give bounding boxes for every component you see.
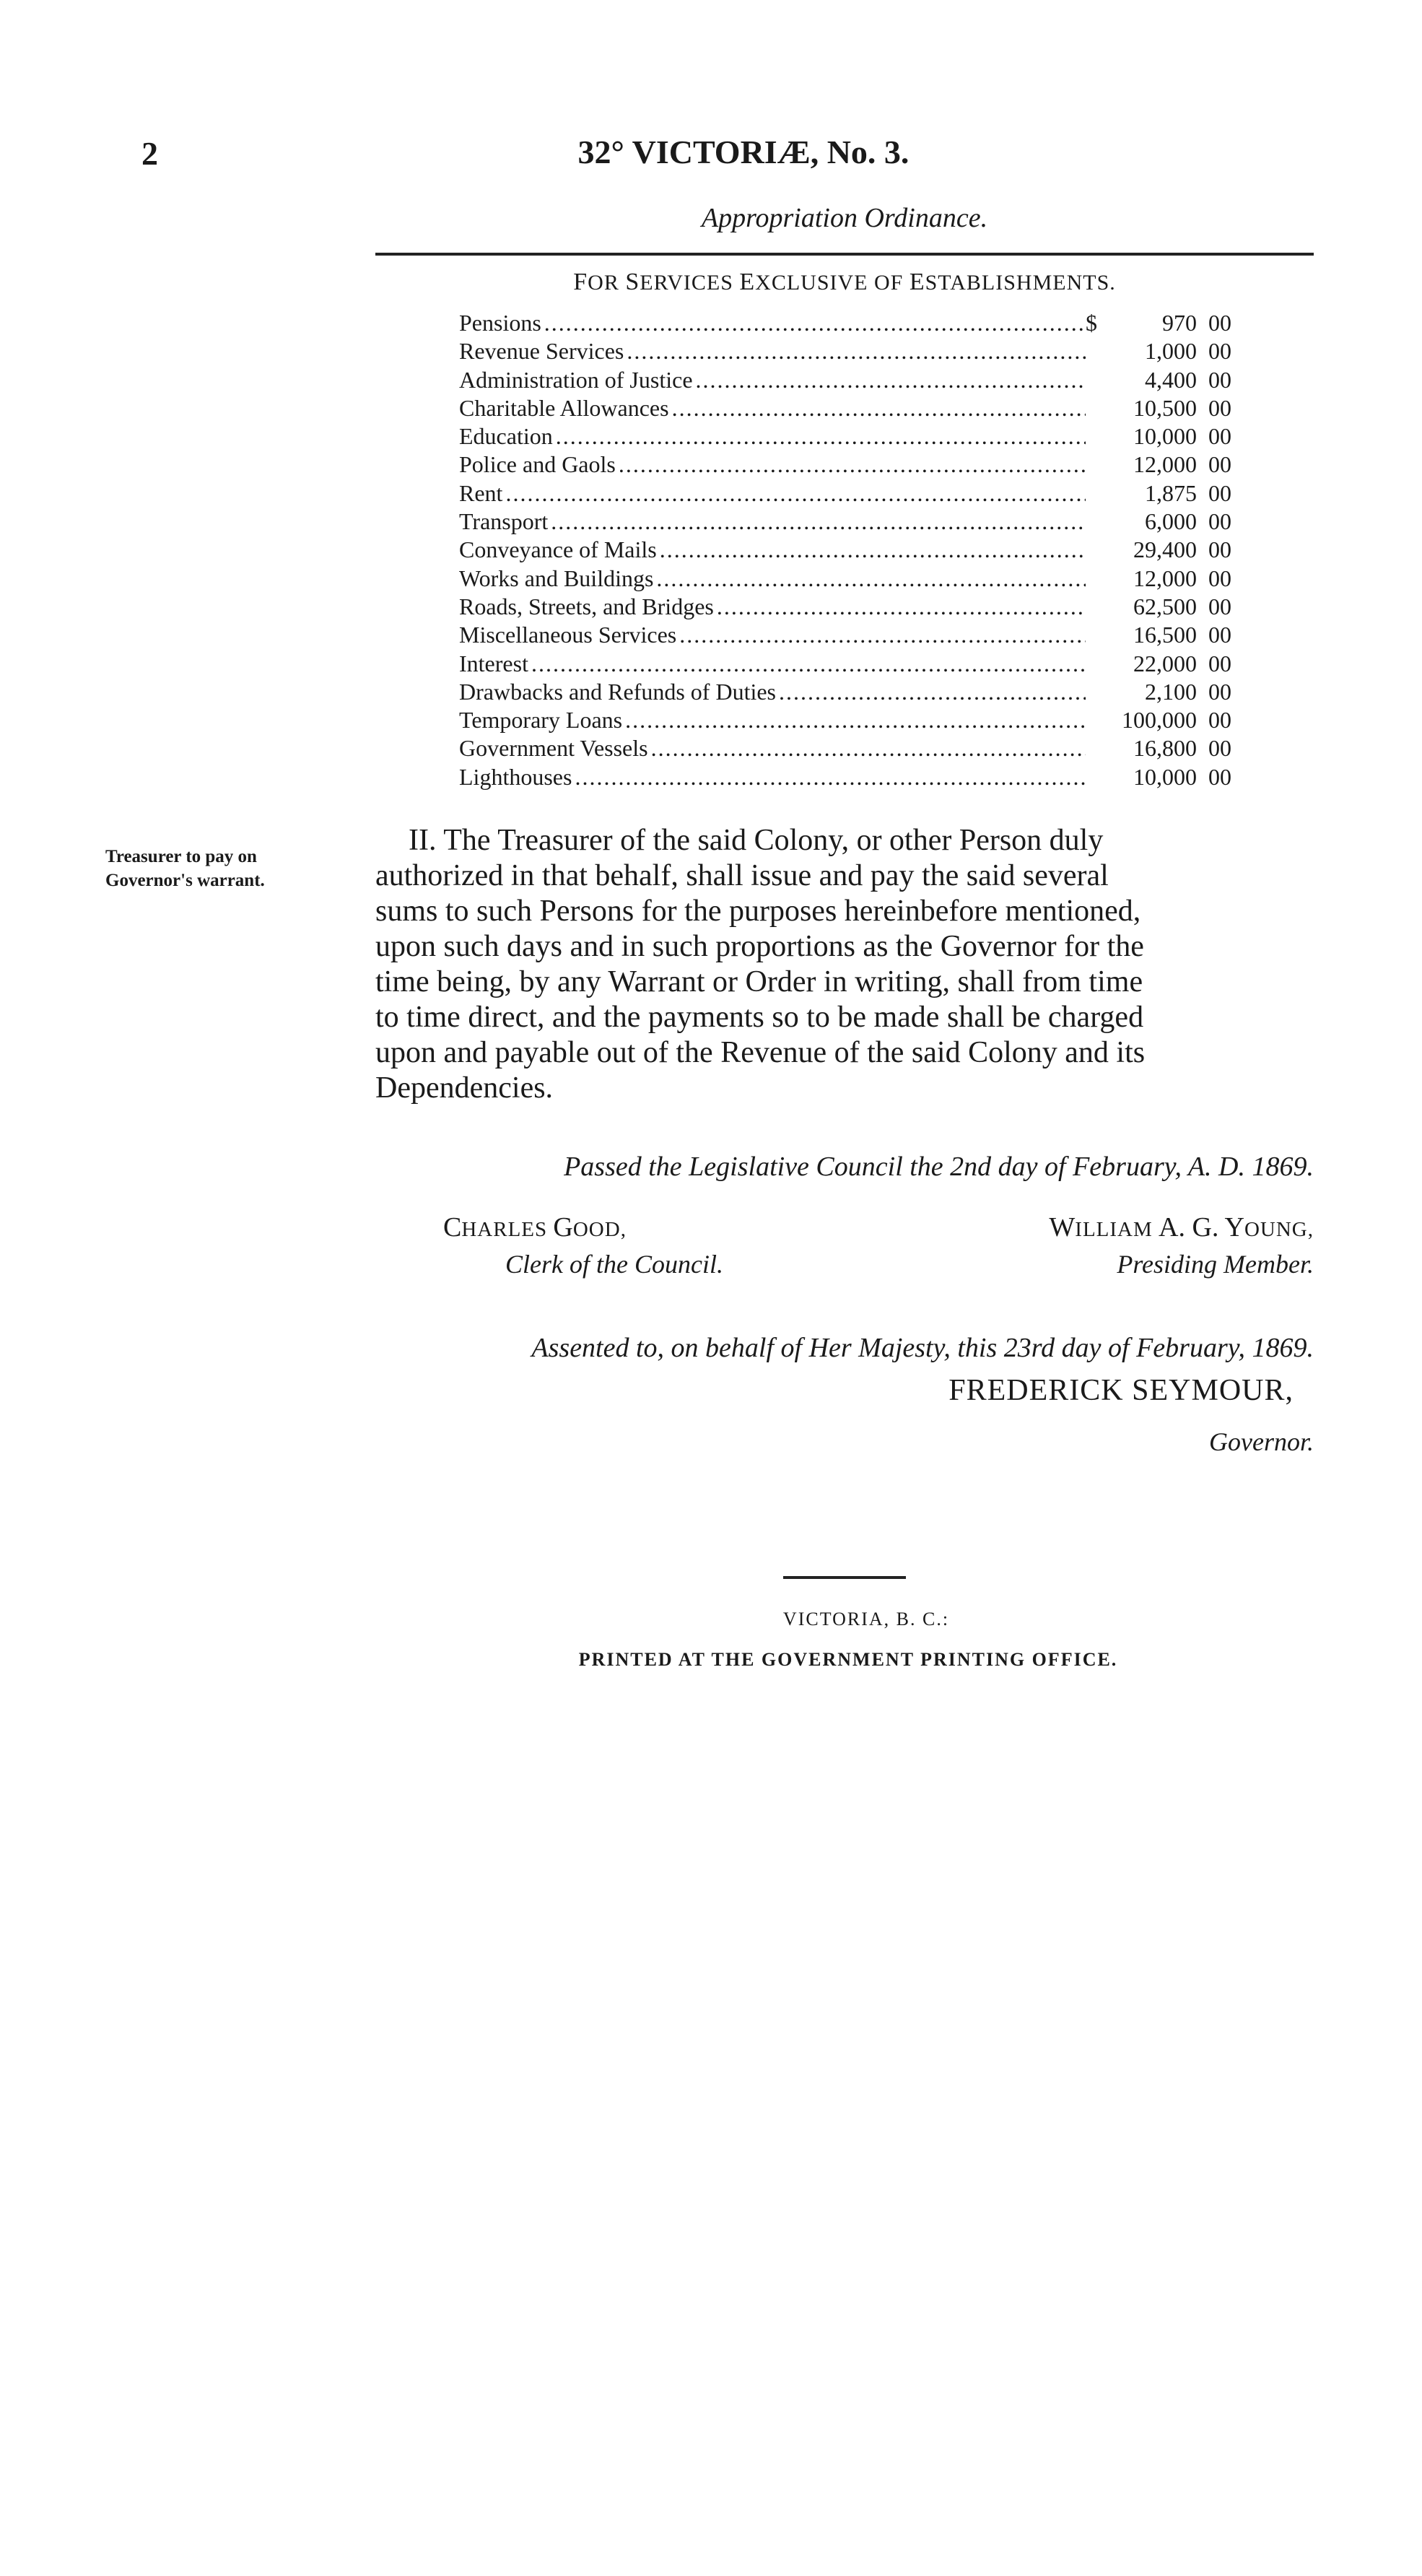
leader-dots [622, 706, 1086, 734]
item-dollars: 4,400 [1145, 366, 1197, 393]
name-part: Y [1224, 1212, 1244, 1243]
leader-dots [693, 366, 1086, 394]
heading-part: E [909, 269, 925, 295]
item-name: Temporary Loans [459, 707, 623, 734]
item-cents: 00 [1208, 565, 1231, 591]
clause-line: Dependencies. [375, 1071, 554, 1105]
item-dollars: 2,100 [1145, 678, 1197, 705]
margin-note-line: Treasurer to pay on [105, 847, 257, 866]
item-dollars: 6,000 [1145, 508, 1197, 535]
presiding-member-title: Presiding Member. [1117, 1250, 1314, 1279]
currency-symbol: $ [1086, 310, 1097, 336]
leader-dots [548, 508, 1086, 536]
item-dollars: 16,800 [1133, 735, 1197, 762]
list-item [459, 479, 1231, 508]
list-item [459, 678, 1231, 706]
list-item [459, 621, 1231, 649]
list-item [459, 565, 1231, 593]
name-part: OOD, [572, 1218, 627, 1241]
item-dollars: 16,500 [1133, 622, 1197, 648]
item-dollars: 29,400 [1133, 536, 1197, 563]
footer-rule [783, 1576, 906, 1579]
page-number: 2 [141, 135, 158, 172]
running-head [0, 133, 1422, 171]
list-item [459, 508, 1231, 536]
leader-dots [528, 650, 1086, 678]
item-cents: 00 [1208, 650, 1231, 676]
leader-dots [653, 565, 1086, 593]
item-cents: 00 [1208, 366, 1231, 393]
name-part: HARLES [461, 1218, 554, 1241]
item-name: Roads, Streets, and Bridges [459, 593, 714, 619]
item-dollars: 10,500 [1133, 394, 1197, 421]
passed-statement: Passed the Legislative Council the 2nd day of February, A. D. 1869. [564, 1152, 1314, 1182]
clause-ii [375, 823, 1314, 1106]
item-name: Rent [459, 479, 503, 506]
heading-part: XCLUSIVE OF [755, 271, 910, 295]
clause-line: II. The Treasurer of the said Colony, or other Person duly [409, 824, 1104, 857]
list-item [459, 394, 1231, 422]
presiding-member-name [931, 1211, 1314, 1243]
item-name: Conveyance of Mails [459, 536, 657, 563]
heading-part: S [625, 269, 640, 295]
list-item [459, 366, 1231, 394]
item-name: Revenue Services [459, 338, 624, 365]
list-item [459, 309, 1231, 337]
appropriation-list [459, 309, 1231, 791]
list-item [459, 451, 1231, 479]
clerk-name [443, 1211, 627, 1243]
clerk-title: Clerk of the Council. [505, 1250, 723, 1279]
item-cents: 00 [1208, 423, 1231, 450]
item-cents: 00 [1208, 451, 1231, 478]
item-dollars: 1,875 [1145, 479, 1197, 506]
item-name: Police and Gaols [459, 451, 616, 478]
header-rule [375, 253, 1314, 256]
item-cents: 00 [1208, 622, 1231, 648]
list-item [459, 734, 1231, 762]
item-cents: 00 [1208, 310, 1231, 336]
item-dollars: 1,000 [1145, 338, 1197, 365]
heading-part: F [573, 269, 588, 295]
heading-part: E [739, 269, 756, 295]
name-part: A. G. [1159, 1212, 1225, 1243]
heading-part: OR [588, 271, 626, 295]
item-cents: 00 [1208, 593, 1231, 619]
imprint-place [0, 1609, 1422, 1630]
list-item [459, 650, 1231, 678]
leader-dots [502, 479, 1086, 508]
leader-dots [676, 621, 1086, 649]
item-cents: 00 [1208, 735, 1231, 762]
list-item [459, 593, 1231, 621]
list-item [459, 422, 1231, 451]
leader-dots [541, 309, 1086, 337]
item-name: Administration of Justice [459, 366, 693, 393]
leader-dots [648, 734, 1086, 762]
name-part: C [443, 1212, 462, 1243]
name-part: W [1049, 1212, 1076, 1243]
item-dollars: 970 [1162, 310, 1197, 336]
document-subtitle: Appropriation Ordinance. [701, 203, 988, 233]
item-dollars: 100,000 [1122, 707, 1197, 734]
item-cents: 00 [1208, 707, 1231, 734]
item-cents: 00 [1208, 394, 1231, 421]
item-cents: 00 [1208, 479, 1231, 506]
item-cents: 00 [1208, 678, 1231, 705]
margin-note-line: Governor's warrant. [105, 871, 265, 890]
heading-part: ERVICES [640, 271, 740, 295]
governor-title: Governor. [1209, 1427, 1314, 1456]
leader-dots [776, 678, 1086, 706]
clause-line: sums to such Persons for the purposes hereinbefore mentioned, [375, 895, 1141, 928]
governor-name: FREDERICK SEYMOUR, [948, 1374, 1294, 1407]
item-cents: 00 [1208, 338, 1231, 365]
assent-statement: Assented to, on behalf of Her Majesty, this 23rd day of February, 1869. [531, 1333, 1314, 1363]
margin-note [105, 845, 365, 892]
clause-line: to time direct, and the payments so to be made shall be charged [375, 1001, 1144, 1034]
item-dollars: 12,000 [1133, 451, 1197, 478]
item-name: Education [459, 423, 553, 450]
item-cents: 00 [1208, 536, 1231, 563]
item-name: Charitable Allowances [459, 394, 669, 421]
clause-line: time being, by any Warrant or Order in writing, shall from time [375, 965, 1143, 998]
leader-dots [669, 394, 1086, 422]
section-heading [375, 269, 1314, 296]
list-item [459, 536, 1231, 564]
leader-dots [553, 422, 1086, 451]
item-dollars: 62,500 [1133, 593, 1197, 619]
leader-dots [624, 337, 1086, 365]
item-name: Transport [459, 508, 549, 535]
item-name: Miscellaneous Services [459, 622, 677, 648]
item-name: Drawbacks and Refunds of Duties [459, 678, 776, 705]
name-part: ILLIAM [1075, 1218, 1159, 1241]
imprint-place-text: VICTORIA, B. C.: [782, 1609, 950, 1629]
clause-line: upon and payable out of the Revenue of the said Colony and its [375, 1036, 1146, 1069]
item-dollars: 22,000 [1133, 650, 1197, 676]
leader-dots [657, 536, 1086, 564]
item-cents: 00 [1208, 763, 1231, 790]
list-item [459, 706, 1231, 734]
imprint-printer [0, 1649, 1422, 1671]
heading-part: STABLISHMENTS. [925, 271, 1116, 295]
item-dollars: 12,000 [1133, 565, 1197, 591]
item-name: Pensions [459, 310, 541, 336]
clause-line: authorized in that behalf, shall issue and pay the said several [375, 859, 1109, 892]
leader-dots [572, 763, 1086, 791]
name-part: OUNG, [1244, 1218, 1314, 1241]
item-dollars: 10,000 [1133, 423, 1197, 450]
item-name: Government Vessels [459, 735, 648, 762]
list-item [459, 763, 1231, 791]
name-part: G [553, 1212, 573, 1243]
running-head-text: 32° VICTORIÆ, No. 3. [577, 134, 910, 170]
item-name: Interest [459, 650, 528, 676]
leader-dots [616, 451, 1086, 479]
clause-line: upon such days and in such proportions as the Governor for the [375, 930, 1144, 963]
leader-dots [714, 593, 1086, 621]
item-name: Works and Buildings [459, 565, 654, 591]
list-item [459, 337, 1231, 365]
imprint-printer-text: PRINTED AT THE GOVERNMENT PRINTING OFFICE. [578, 1649, 1118, 1670]
item-dollars: 10,000 [1133, 763, 1197, 790]
item-cents: 00 [1208, 508, 1231, 535]
item-name: Lighthouses [459, 763, 572, 790]
